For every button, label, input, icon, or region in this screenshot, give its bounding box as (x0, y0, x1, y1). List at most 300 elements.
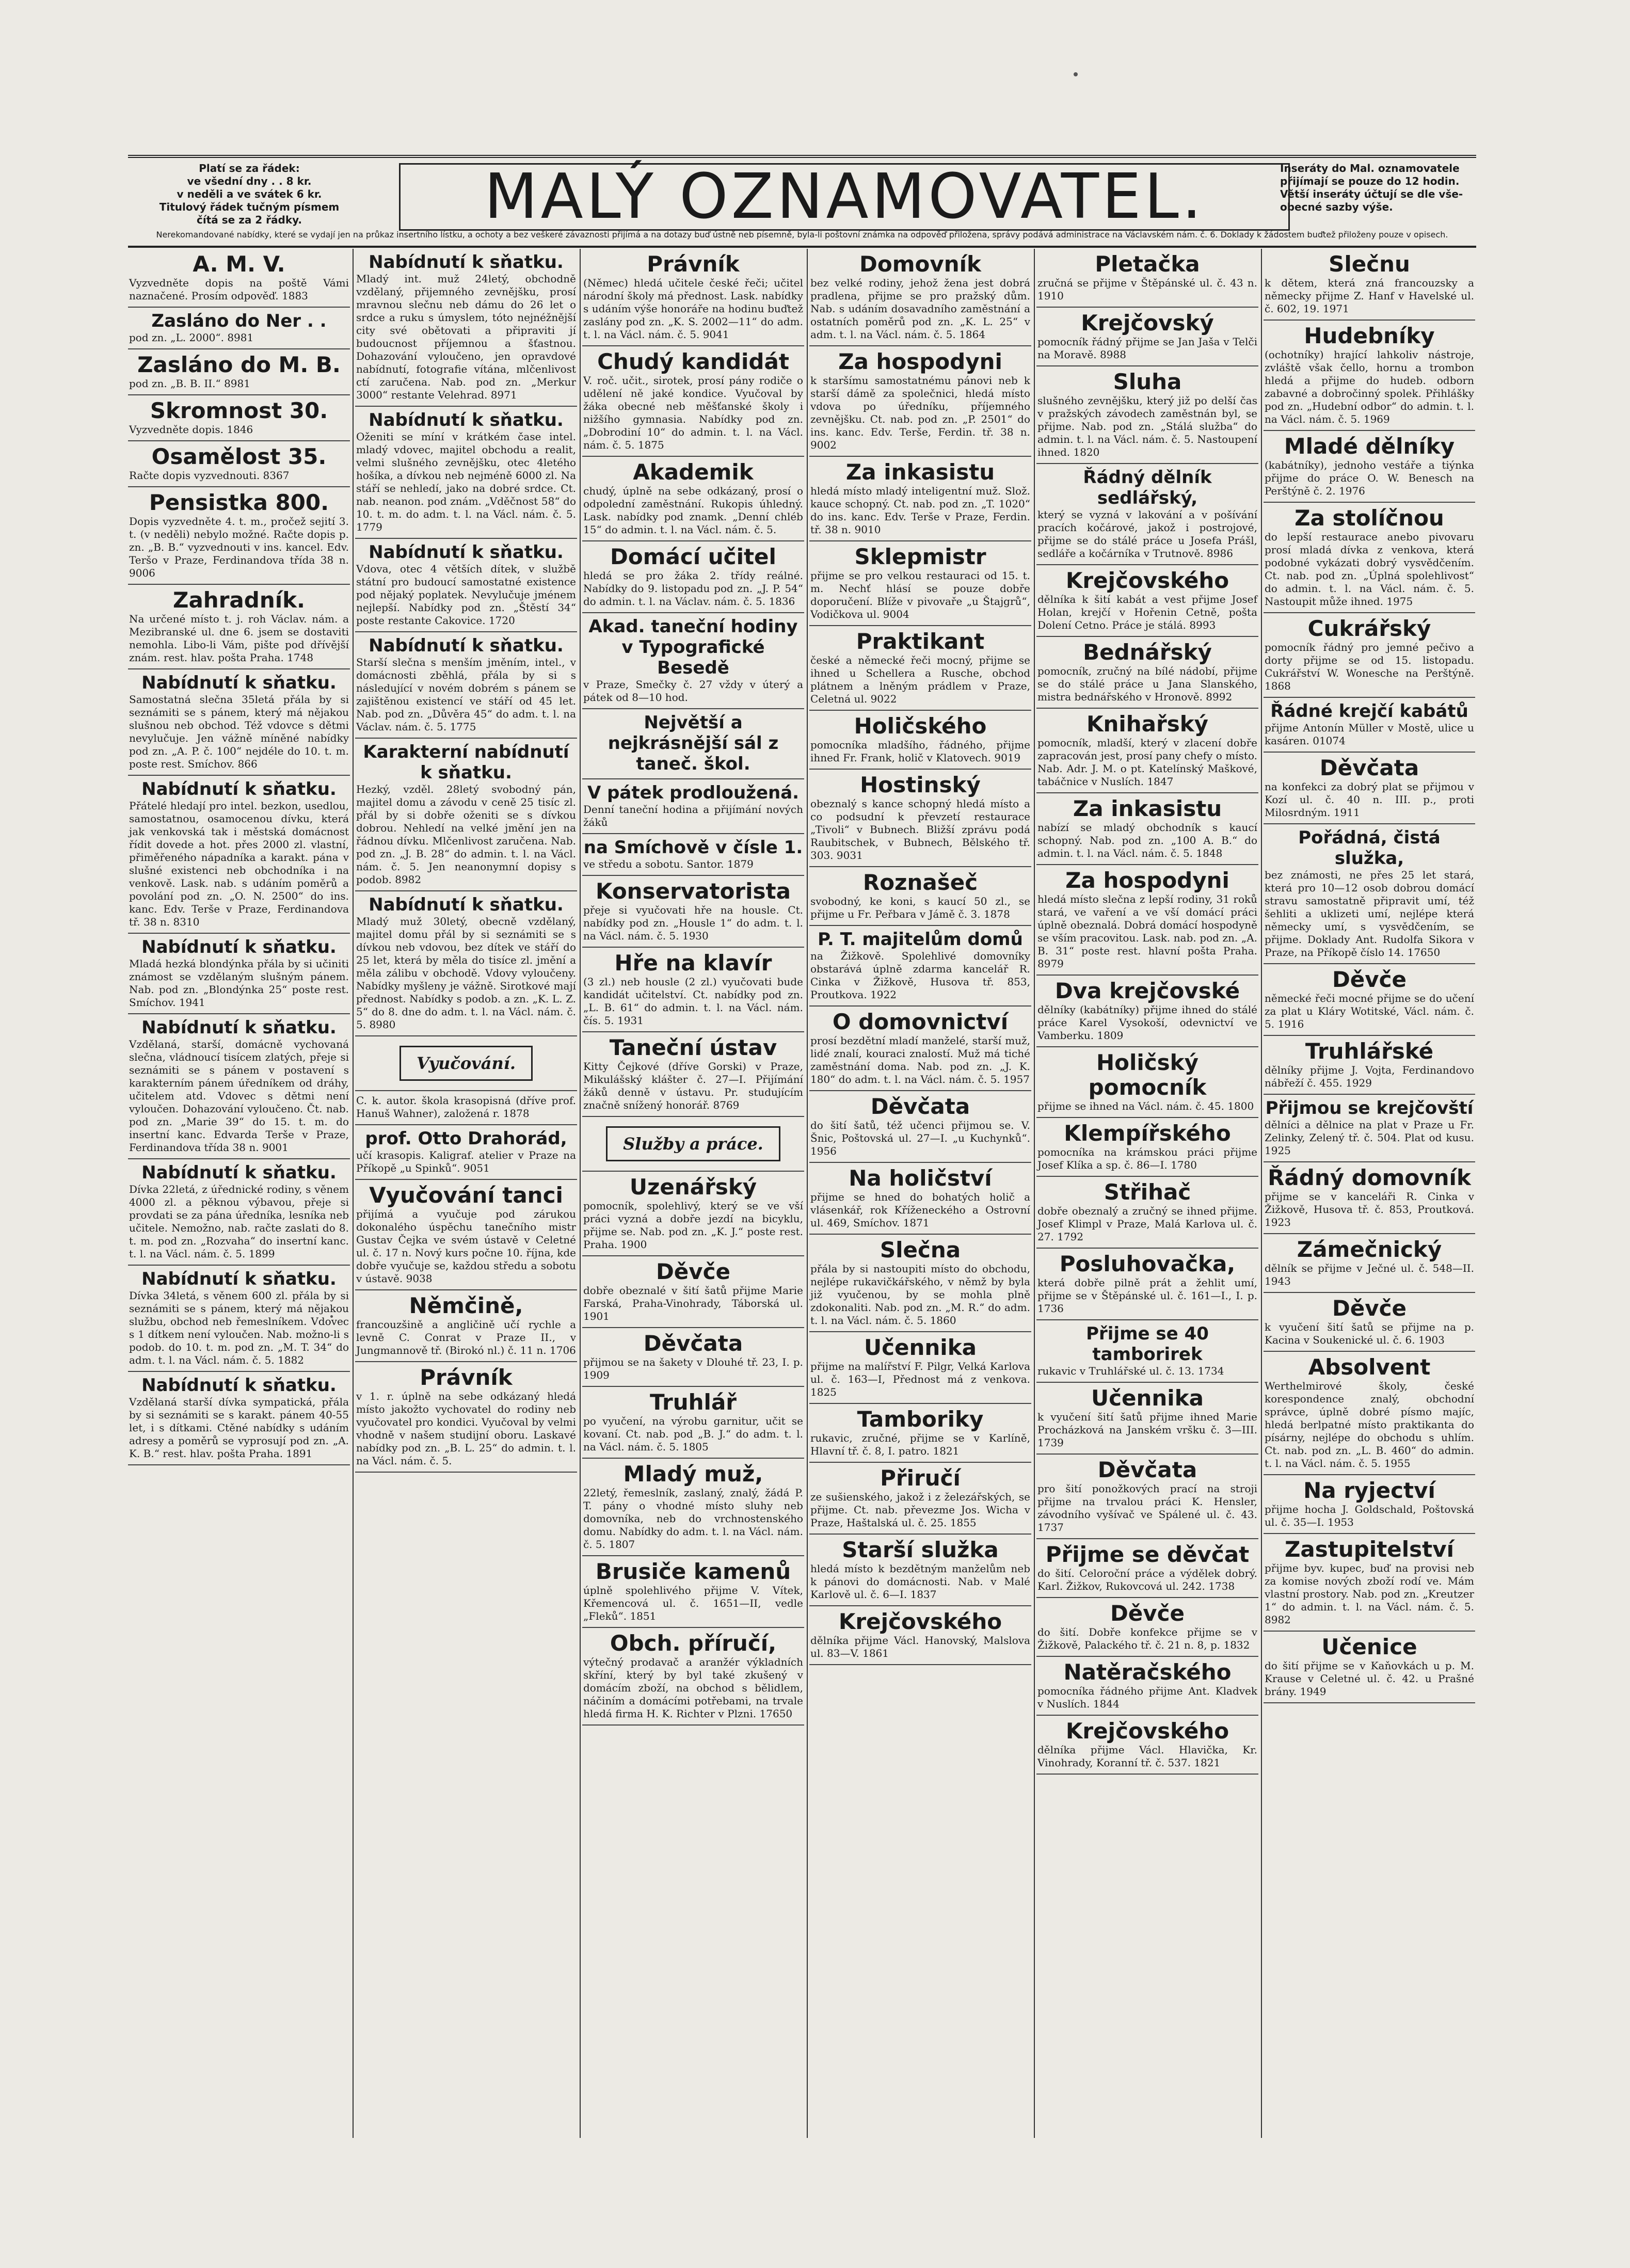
ad-text: obeznalý s kance schopný hledá místo a co podsudní k převzetí restaurace „Tivoli“ v Bubnech. Bližší zprávu podá Raubitschek, v Bubnech, Bělského tř. 303. 9031 (810, 797, 1030, 861)
ad-heading: Absolvent (1308, 1354, 1431, 1380)
ad-text: Vyzvedněte dopis. 1846 (129, 423, 253, 436)
classified-ad (355, 249, 577, 407)
classified-ad (1036, 1320, 1258, 1383)
ad-heading: Děvče (1332, 967, 1407, 992)
ad-text: pomocník, zručný na bílé nádobí, přijme se do stálé práce u Jana Slanského, mistra bednářského v Hronově. 8992 (1037, 665, 1257, 703)
ad-heading: Pensistka 800. (149, 490, 329, 515)
column-2 (355, 249, 577, 2138)
classified-ad (582, 1556, 804, 1628)
column-rule (1261, 249, 1262, 2138)
ad-heading: Zahradník. (173, 587, 305, 613)
classified-ad (809, 1091, 1031, 1163)
ad-heading: Praktikant (856, 629, 985, 654)
classified-ad (809, 1235, 1031, 1332)
ad-heading: Nabídnutí k sňatku. (141, 1269, 337, 1289)
ad-heading: Posluhovačka, (1059, 1251, 1236, 1276)
classified-ad (809, 1332, 1031, 1404)
ad-text: hledá se pro žáka 2. třídy reálné. Nabídky do 9. listopadu pod zn. „J. P. 54“ do admin. t. l. na Václav. nám. č. 5. 1836 (583, 569, 803, 608)
ad-text: V. roč. učit., sirotek, prosí pány rodiče o udělení ně jaké kondice. Vyučoval by žáka obecné neb měšťanské školy i nižšího gymnasia. Nabídky pod zn. „Dobrodiní 10“ do admin. t. l. na Václ. nám. č. 5. 1875 (583, 374, 803, 451)
ad-heading: Mladý muž, (623, 1461, 763, 1487)
ad-heading: Taneční ústav (609, 1035, 777, 1060)
ad-text: přála by si nastoupiti místo do obchodu, nejlépe rukavičkářského, v němž by byla již vyučenou, by se mohla plně zdokonaliti. Nab. pod zn. „M. R.“ do adm. t. l. na Václ. nám. č. 5. 1860 (810, 1263, 1030, 1327)
classified-ad (582, 249, 804, 346)
classified-ad (1264, 613, 1475, 698)
ad-text: pomocník, spolehlivý, který se ve vší práci vyzná a dobře jezdí na bicyklu, přijme se. Nab. pod zn. „K. J.“ poste rest. Praha. 1900 (583, 1200, 803, 1251)
classified-ad (1264, 824, 1475, 964)
ad-text: Vyzvedněte dopis na poště Vámi naznačené. Prosím odpověď. 1883 (129, 277, 349, 302)
ad-text: Denní taneční hodina a přijímání nových žáků (583, 803, 803, 828)
ad-text: ve středu a sobotu. Santor. 1879 (583, 858, 754, 870)
classified-ad (582, 1256, 804, 1328)
ad-heading: Nabídnutí k sňatku. (141, 779, 337, 800)
ad-heading: Tamboriky (857, 1407, 984, 1432)
classified-ad (809, 1606, 1031, 1665)
ad-heading: Bednářský (1083, 640, 1212, 665)
ad-heading: Hudebníky (1304, 323, 1435, 348)
ad-text: Vzdělaná starší dívka sympatická, přála by si seznámiti se s karakt. pánem 40-55 let, i s dítkami. Ctěné nabídky s udáním adresy a poměrů se vyprosují pod zn. „A. K. B.“ rest. hlav. pošta Praha. 1891 (129, 1396, 349, 1460)
ad-text: Mladý muž 30letý, obecně vzdělaný, majitel domu přál by si seznámiti se s dívkou neb vdovou, bez dítek ve stáří do 25 let, která by měla do tisíce zl. jmění a měla zálibu v obchodě. Vdovy vyloučeny. Nabídky myšleny je vážně. Sirotkové mají přednost. Nabídky s podob. a zn. „K. L. Z. 5“ do 8. dne do adm. t. l. na Václ. nám. č. 5. 8980 (356, 915, 576, 1031)
ad-heading: Hře na klavír (614, 950, 772, 976)
ad-text: který se vyzná v lakování a v pošívání pracích kočárové, jakož i postrojové, přijme se do stálé práce u Josefa Prášl, sedláře a kočárníka v Trutnově. 8986 (1037, 508, 1257, 560)
classified-ad (1036, 464, 1258, 565)
ad-heading: Uzenářský (629, 1174, 757, 1200)
ad-text: přijmou se na šakety v Dlouhé tř. 23, I. p. 1909 (583, 1356, 803, 1381)
ad-heading: A. M. V. (193, 251, 285, 277)
classified-ad (128, 1014, 350, 1159)
insertion-note-box: Inseráty do Mal. oznamovatele přijímají se pouze do 12 hodin. Větší inseráty účtují se dle vše- obecné sazby výše. (1280, 162, 1463, 213)
ad-text: slušného zevnějšku, který již po delší čas v pražských závodech zaměstnán byl, se přijme. Nab. pod zn. „Stálá služba“ do admin. t. l. na Václ. nám. č. 5. Nastoupení ihned. 1820 (1037, 394, 1257, 458)
classified-ad (1036, 1539, 1258, 1598)
classified-ad (809, 626, 1031, 711)
pricing-box: Platí se za řádek: ve všední dny . . 8 kr. v neděli a ve svátek 6 kr. Titulový řádek tučným písmem čítá se za 2 řádky. (159, 162, 340, 226)
classified-ad (1036, 793, 1258, 865)
classified-ad (128, 487, 350, 585)
ad-heading: Nabídnutí k sňatku. (141, 673, 337, 693)
classified-ad (1036, 1383, 1258, 1455)
ad-heading: Řádné krejčí kabátů (1270, 701, 1468, 722)
ad-heading: Klempířského (1064, 1121, 1231, 1146)
ad-heading: Dva krejčovské (1054, 978, 1240, 1003)
ad-text: Hezký, vzděl. 28letý svobodný pán, majitel domu a závodu v ceně 25 tisíc zl. přál by si dobře oženiti se s dívkou dobrou. Nehledí na velké jmění jen na řádnou dívku. Mlčenlivost zaručena. Nab. pod zn. „J. B. 28“ do admin. t. l. na Václ. nám. č. 5. Jen neanonymní dopisy s podob. 8982 (356, 783, 576, 886)
ad-heading: Holičského (854, 713, 987, 739)
classified-ad (809, 770, 1031, 867)
ad-text: dělníky přijme J. Vojta, Ferdinandovo nábřeží č. 455. 1929 (1265, 1064, 1474, 1089)
ad-text: chudý, úplně na sebe odkázaný, prosí o odpolední zaměstnání. Rukopis úhledný. Lask. nabídky pod znamk. „Denní chléb 15“ do admin. t. l. na Václ. nám. č. 5. (583, 485, 803, 536)
ad-heading: Nabídnutí k sňatku. (369, 895, 564, 915)
ad-text: po vyučení, na výrobu garnitur, učit se kovaní. Ct. nab. pod „B. J.“ do adm. t. l. na Václ. nám. č. 5. 1805 (583, 1415, 803, 1453)
classified-ad (355, 1180, 577, 1290)
ad-text: pomocníka mladšího, řádného, přijme ihned Fr. Frank, holič v Klatovech. 9019 (810, 739, 1030, 764)
ad-text: dělníka k šití kabát a vest přijme Josef Holan, krejčí v Hořenin Cetně, pošta Dolení Cetno. Práce je stálá. 8993 (1037, 593, 1257, 631)
classified-ad (582, 541, 804, 613)
column-3 (582, 249, 804, 2138)
classified-ad (582, 613, 804, 709)
ad-text: v Praze, Smečky č. 27 vždy v úterý a pátek od 8—10 hod. (583, 678, 803, 704)
ad-text: přeje si vyučovati hře na housle. Ct. nabídky pod zn. „Housle 1“ do adm. t. l. na Václ. nám. č. 5. 1930 (583, 904, 803, 942)
ad-heading: Za hospodyni (1065, 868, 1229, 893)
ad-heading: Nabídnutí k sňatku. (369, 410, 564, 430)
ad-heading: Děvče (1332, 1296, 1407, 1321)
ad-text: Samostatná slečna 35letá přála by si seznámiti se s pánem, který má nějakou slušnou neb obchod. Též vdovce s dětmi nevylučuje. Jen vážně míněné nabídky pod zn. „A. P. č. 100“ nejdéle do 10. t. m. poste rest. Smíchov. 866 (129, 693, 349, 770)
ad-text: do šití. Dobře konfekce přijme se v Žižkově, Palackého tř. č. 21 n. 8, p. 1832 (1037, 1626, 1257, 1651)
ad-heading: Děvče (656, 1259, 731, 1284)
ad-text: pomocníka na krámskou práci přijme Josef Klíka a sp. č. 86—I. 1780 (1037, 1146, 1257, 1171)
ad-text: ze sušienského, jakož i z železářských, se přijme. Ct. nab. převezme Jos. Wicha v Praze, Haštalská ul. č. 25. 1855 (810, 1491, 1030, 1529)
classified-ad (1264, 1234, 1475, 1293)
ad-heading: Truhlář (650, 1389, 737, 1415)
ad-text: přijme se ihned na Václ. nám. č. 45. 1800 (1037, 1100, 1254, 1112)
ad-heading: Za inkasistu (845, 459, 995, 485)
ad-text: pomocník řádný přijme se Jan Jaša v Telči na Moravě. 8988 (1037, 336, 1257, 361)
classified-ad (582, 779, 804, 834)
ad-heading: Domácí učitel (610, 544, 776, 569)
ad-heading: Na ryjectví (1303, 1478, 1435, 1503)
ad-heading: Krejčovského (1065, 568, 1229, 593)
ad-text: do lepší restaurace anebo pivovaru prosí mladá dívka z venkova, která podobné vykázati dobrý vysvědčením. Ct. nab. pod zn. „Úplná spolehlivost“ do admin. t. l. na Václ. nám. č. 5. Nastoupit může ihned. 1975 (1265, 531, 1474, 608)
ad-heading: Mladé dělníky (1284, 434, 1455, 459)
ad-text: pomocník, mladší, který v zlacení dobře zapracován jest, prosí pany chefy o místo. Nab. Adr. J. M. o pt. Katelínský Maškové, tabáčnice v Nuslích. 1847 (1037, 737, 1257, 788)
ad-heading: Knihařský (1086, 711, 1209, 737)
column-1 (128, 249, 350, 2138)
ad-heading: Přijmou se krejčovští (1265, 1098, 1474, 1119)
classified-ad (809, 926, 1031, 1007)
classified-ad (128, 776, 350, 934)
classified-ad (582, 1172, 804, 1256)
classified-ad (128, 308, 350, 349)
ad-heading: Děvčata (643, 1331, 743, 1356)
ad-text: na konfekci za dobrý plat se přijmou v Kozí ul. č. 40 n. III. p., proti Milosrdným. 1911 (1265, 780, 1474, 819)
classified-ad (809, 249, 1031, 346)
classified-ad (355, 891, 577, 1036)
ad-heading: Sklepmistr (854, 544, 986, 569)
ad-heading: Děvče (1110, 1601, 1185, 1626)
classified-ad (1264, 964, 1475, 1036)
ad-heading: Řádný domovník (1268, 1165, 1471, 1190)
ad-heading: Zastupitelství (1284, 1537, 1455, 1562)
classified-ad (582, 1032, 804, 1117)
ad-heading: Karakterní nabídnutí k sňatku. (363, 742, 569, 783)
ad-heading: Přijme se 40 tamborirek (1086, 1323, 1209, 1365)
ad-heading: Řádný dělník sedlářský, (1083, 467, 1212, 508)
classified-ad (1036, 976, 1258, 1047)
ad-heading: Krejčovského (838, 1609, 1002, 1634)
classified-ad (1036, 366, 1258, 464)
ad-text: Werthelmirové školy, české korespondence znalý, obchodní správce, úplně dobré písmo majíc, hledá berlpatné místo praktikanta do písárny, nejlépe do obchodu s uhlím. Ct. nab. pod zn. „L. B. 460“ do admin. t. l. na Václ. nám. č. 5. 1955 (1265, 1380, 1474, 1470)
classified-ad (355, 539, 577, 632)
ad-text: hledá místo slečna z lepší rodiny, 31 roků stará, ve vaření a ve vší domácí práci úplně obeznalá. Dobrá domácí hospodyně se vším pracovitou. Lask. nab. pod zn. „A. B. 31“ poste rest. hlavní pošta Praha. 8979 (1037, 893, 1257, 970)
ad-heading: Právník (420, 1365, 513, 1390)
classified-ad (1036, 1657, 1258, 1716)
ad-heading: Zámečnický (1297, 1237, 1442, 1262)
ad-text: dělníka přijme Václ. Hlavička, Kr. Vinohrady, Koranní tř. č. 537. 1821 (1037, 1744, 1257, 1769)
ad-heading: Vyučování tanci (369, 1183, 563, 1208)
ad-heading: Zasláno do Ner . . (151, 311, 327, 331)
ad-text: C. k. autor. škola krasopisná (dříve prof. Hanuš Wahner), založená r. 1878 (356, 1094, 576, 1120)
classified-ad (1036, 565, 1258, 637)
ad-text: úplně spolehlivého přijme V. Vítek, Křemencová ul. č. 1651—II, vedle „Fleků“. 1851 (583, 1584, 803, 1622)
terms-note: Nerekomandované nabídky, které se vydají jen na průkaz insertního lístku, a ochoty a bez veškeré závaznosti přijímá a na dotazy buď ústně neb písemně, byla-li poštovní známka na odpověď přiložena, správy podává administrace na Václavském nám. č. 6. Doklady k žádostem buďtež přiloženy pouze v opisech. (156, 230, 1448, 239)
column-5 (1036, 249, 1258, 2138)
classified-ad (128, 1372, 350, 1465)
ad-heading: Za hospodyni (838, 349, 1002, 374)
ad-heading: Učennika (1091, 1385, 1204, 1411)
classified-ad (128, 669, 350, 776)
ad-text: výtečný prodavač a aranžér výkladních skříní, který by byl také zkušený v domácím zboží, na obchod s bělidlem, náčiním a domácími potřebami, na trvale hledá firma H. K. Richter v Plzni. 17650 (583, 1656, 803, 1720)
ad-text: hledá místo k bezdětným manželům neb k pánovi do domácnosti. Nab. v Malé Karlově ul. č. 6—I. 1837 (810, 1562, 1030, 1601)
ad-text: učí krasopis. Kaligraf. atelier v Praze na Příkopě „u Spinků“. 9051 (356, 1149, 576, 1174)
ad-heading: Akademik (633, 459, 754, 485)
classified-ad (128, 395, 350, 441)
ad-text: pro šití ponožkových prací na stroji přijme na trvalou práci K. Hensler, závodního vyšívač ve Spálené ul. č. 43. 1737 (1037, 1482, 1257, 1534)
classified-ad (1036, 865, 1258, 976)
ad-text: přijme Antonín Müller v Mostě, ulice u kasáren. 01074 (1265, 722, 1474, 747)
ad-heading: Nabídnutí k sňatku. (141, 1162, 337, 1183)
ad-text: 22letý, řemeslník, zaslaný, znalý, žádá P. T. pány o vhodné místo sluhy neb domovníka, neb do vrchnostenského domu. Nabídky do adm. t. l. na Václ. nám. č. 5. 1807 (583, 1487, 803, 1551)
ad-text: nabízí se mladý obchodník s kaucí schopný. Nab. pod zn. „100 A. B.“ do admin. t. l. na Václ. nám. č. 5. 1848 (1037, 821, 1257, 859)
ad-text: Račte dopis vyzvednouti. 8367 (129, 469, 290, 482)
classified-ad (1036, 1047, 1258, 1118)
ad-heading: O domovnictví (832, 1009, 1009, 1034)
classified-ad (1264, 1475, 1475, 1534)
ad-heading: Osamělost 35. (151, 444, 327, 469)
classified-ad (355, 407, 577, 539)
ad-heading: Truhlářské (1305, 1039, 1434, 1064)
ad-heading: Krejčovský (1081, 310, 1214, 336)
ad-text: Vzdělaná, starší, domácně vychovaná slečna, vládnoucí tisícem zlatých, přeje si seznámiti se s pánem v postavení s karakterním pánem úředníkem od dráhy, učitelem atd. Vdovec s dětmi není vyloučen. Dohazování vyloučeno. Čt. nab. pod zn. „Marie 39“ do 15. t. m. do insertní kanc. Edvarda Terše v Praze, Ferdinandova třída 38 n. 9001 (129, 1038, 349, 1154)
ad-text: Mladý int. muž 24letý, obchodně vzdělaný, přijemného zevnějšku, prosí mravnou slečnu neb dámu do 26 let o srdce a ruku s úmyslem, tóto nejnéžnější city své obětovati a připraviti jí budoucnost příjemnou a šťastnou. Dohazování vyloučeno, jen opravdové nabídnutí, fotografie vítána, mlčenlivost ctí zaručena. Nab. pod zn. „Merkur 3000“ restante Velehrad. 8971 (356, 273, 576, 401)
classified-ad (1036, 249, 1258, 308)
ad-heading: Holičský pomocník (1088, 1050, 1207, 1100)
ad-text: Dopis vyzvedněte 4. t. m., pročež sejití 3. t. (v neděli) nebylo možné. Račte dopis p. zn. „B. B.“ vyzvednouti v ins. kancel. Edv. Teršo v Praze, Ferdinandova třída 38 n. 9006 (129, 515, 349, 579)
classified-ad (809, 1404, 1031, 1463)
ad-text: Starší slečna s menším jměním, intel., v domácnosti zběhlá, přála by si s následující v novém dobrém s pánem se zajištěnou existencí ve stáří od 45 let. Nab. pod zn. „Důvěra 45“ do adm. t. l. na Václav. nám. č. 5. 1775 (356, 656, 576, 733)
ad-text: přijímá a vyučuje pod zárukou dokonalého úspěchu tanečního mistr Gustav Čejka ve svém ústavě v Celetné ul. č. 17 n. Nový kurs počne 10. října, kde dobře vyučuje se, každou středu a sobotu v ústavě. 9038 (356, 1208, 576, 1285)
ad-heading: na Smíchově v čísle 1. (583, 837, 803, 858)
classified-ad (1036, 709, 1258, 793)
ad-text: pomocník řádný pro jemné pečivo a dorty přijme se od 15. listopadu. Cukrářství W. Wonesche na Perštýně. 1868 (1265, 641, 1474, 692)
ad-text: k vyučení šití šatů přijme ihned Marie Procházková na Janském vršku č. 3—III. 1739 (1037, 1411, 1257, 1449)
classified-ad (1264, 249, 1475, 321)
ad-heading: Starší služka (842, 1537, 999, 1562)
ad-text: přijme hocha J. Goldschald, Poštovská ul. č. 35—I. 1953 (1265, 1503, 1474, 1528)
ad-text: zručná se přijme v Štěpánské ul. č. 43 n. 1910 (1037, 277, 1257, 302)
masthead-title: MALÝ OZNAMOVATEL. (399, 163, 1290, 231)
ad-text: k staršímu samostatnému pánovi neb k starší dámě za společnici, hledá místo vdova po úředníku, příjemného zevnějšku. Ct. nab. pod zn. „P. 2501“ do ins. kanc. Edv. Terše, Ferdin. tř. 38 n. 9002 (810, 374, 1030, 451)
classified-ad (128, 585, 350, 669)
classified-ad (809, 1163, 1031, 1235)
section-banner (355, 1036, 577, 1091)
ad-text: k vyučení šití šatů se přijme na p. Kacina v Soukenické ul. č. 6. 1903 (1265, 1321, 1474, 1346)
ad-text: rukavic v Truhlářské ul. č. 13. 1734 (1037, 1365, 1224, 1377)
ad-text: (ochotníky) hrající lahkoliv nástroje, zvláště však čello, hornu a trombon hledá a přijme do hudeb. odborn zabavné a dobročinný spolek. Přihlášky pod zn. „Hudební odbor“ do admin. t. l. na Václ. nám. č. 5. 1969 (1265, 348, 1474, 425)
ad-text: (3 zl.) neb housle (2 zl.) vyučovati bude kandidát učitelství. Ct. nabídky pod zn. „L. B. 61“ do admin. t. l. na Václ. nám. čís. 5. 1931 (583, 976, 803, 1027)
classified-ad (128, 1159, 350, 1266)
classified-ad (582, 457, 804, 541)
ad-text: Vdova, otec 4 větších dítek, v službě státní pro budoucí samostatné existence pod nějaký poplatek. Nevylučuje jménem nejlepší. Nabídky pod zn. „Štěstí 34“ poste restante Cakovice. 1720 (356, 563, 576, 627)
classified-ad (809, 457, 1031, 541)
ad-text: české a německé řeči mocný, přijme se ihned u Schellera a Rusche, obchod plátnem a lněným prádlem v Praze, Celetná ul. 9022 (810, 654, 1030, 705)
ad-text: dělníky (kabátníky) přijme ihned do stálé práce Karel Vysokoší, odevnictví ve Vamberku. 1809 (1037, 1003, 1257, 1042)
ad-heading: Učennika (864, 1335, 977, 1360)
column-rule (353, 249, 354, 2138)
ad-heading: Roznašeč (862, 870, 978, 895)
ad-text: Přátelé hledají pro intel. bezkon, usedlou, samostatnou, osamocenou dívku, která jak venkovská tak i městská domácnost řídit dovede a hot. přes 2000 zl. vlastní, přiměřeného nápadníka a karakt. pána v slušné existenci neb obchodníka i na venkově. Lask. nab. s udáním poměrů a povolání pod zn. „O. N. 2500“ do ins. kanc. Edv. Terše v Praze, Ferdinandova tř. 38 n. 8310 (129, 800, 349, 928)
classified-ad (128, 934, 350, 1014)
ad-text: Oženiti se míní v krátkém čase intel. mladý vdovec, majitel obchodu a realit, velmi slušného zevnějšku, otec 4letého hošíka, a dívkou neb nejméně 6000 zl. Na stáří se nehledí, jako na dobré srdce. Ct. nab. neanon. pod znám. „Vděčnost 58“ do 10. t. m. do adm. t. l. na Václ. nám. č. 5. 1779 (356, 430, 576, 533)
ad-heading: prof. Otto Drahorád, (365, 1128, 567, 1149)
ad-heading: Pletačka (1095, 251, 1200, 277)
ad-text: dělníci a dělnice na plat v Praze u Fr. Zelinky, Zelený tř. č. 504. Plat od kusu. 1925 (1265, 1119, 1474, 1157)
ad-heading: Cukrářský (1307, 616, 1431, 641)
ad-heading: Němčině, (409, 1293, 523, 1318)
classified-ad (128, 441, 350, 487)
ad-heading: Chudý kandidát (597, 349, 789, 374)
ad-text: která dobře pilně prát a žehlit umí, přijme se v Štěpánské ul. č. 161—I., I. p. 1736 (1037, 1276, 1257, 1315)
classified-ad (1264, 1095, 1475, 1162)
classified-ad (1036, 1716, 1258, 1775)
ad-heading: V pátek prodloužená. (587, 782, 800, 803)
classified-ad (1264, 1293, 1475, 1352)
ad-heading: Brusiče kamenů (595, 1559, 791, 1584)
ad-text: svobodný, ke koni, s kaucí 50 zl., se přijme u Fr. Peřbara v Jámě č. 3. 1878 (810, 895, 1030, 920)
column-6 (1264, 249, 1475, 2138)
ad-heading: Slečnu (1329, 251, 1410, 277)
ad-text: pod zn. „B. B. II.“ 8981 (129, 377, 250, 390)
ad-heading: Nabídnutí k sňatku. (141, 937, 337, 957)
ad-heading: Skromnost 30. (150, 398, 328, 423)
classified-ad (1264, 503, 1475, 613)
ad-heading: Nabídnutí k sňatku. (141, 1017, 337, 1038)
classified-ad (582, 834, 804, 876)
classified-ad (582, 876, 804, 948)
ad-text: německé řeči mocné přijme se do učení za plat u Kláry Wotitské, Václ. nám. č. 5. 1916 (1265, 992, 1474, 1030)
classified-ad (809, 1535, 1031, 1606)
ad-text: dělník se přijme v Ječné ul. č. 548—II. 1943 (1265, 1262, 1474, 1287)
classified-ad (1264, 1162, 1475, 1234)
ad-heading: Krejčovského (1065, 1718, 1229, 1744)
classified-ad (1264, 431, 1475, 503)
classified-ad (582, 1628, 804, 1726)
ad-heading: Střihač (1104, 1179, 1191, 1205)
classified-ad (128, 1266, 350, 1372)
classified-ad (1264, 753, 1475, 824)
classified-ad (1264, 1036, 1475, 1095)
ad-heading: Na holičství (849, 1165, 992, 1191)
ad-text: Dívka 34letá, s věnem 600 zl. přála by si seznámiti se s pánem, který má nějakou službu, obchod neb řemeslníkem. Vdovec s 1 dítkem není vyloučen. Nab. možno-li s podob. do 10. t. m. pod zn. „M. T. 34“ do adm. t. l. na Václ. nám. č. 5. 1882 (129, 1289, 349, 1366)
ad-heading: Nabídnutí k sňatku. (369, 635, 564, 656)
classified-ad (1036, 1118, 1258, 1177)
ad-text: přijme se v kanceláři R. Cinka v Žižkově, Husova tř. č. 853, Proutková. 1923 (1265, 1190, 1474, 1228)
ad-text: Na určené místo t. j. roh Václav. nám. a Mezibranské ul. dne 6. jsem se dostaviti nemohla. Libo-li Vám, pište pod dřívější znám. rest. hlav. pošta Praha. 1748 (129, 613, 349, 664)
ad-text: francouzšině a angličině učí rychle a levně C. Conrat v Praze II., v Jungmannově tř. (Birokó nl.) č. 11 n. 1706 (356, 1318, 576, 1356)
ad-heading: Nabídnutí k sňatku. (369, 542, 564, 563)
classified-ad (809, 541, 1031, 626)
classified-ad (809, 1007, 1031, 1091)
ad-heading: Obch. příručí, (610, 1631, 777, 1656)
classified-ad (582, 948, 804, 1032)
column-rule (580, 249, 581, 2138)
classified-ad (1036, 637, 1258, 709)
classified-ad (1264, 1352, 1475, 1475)
ad-heading: Za inkasistu (1073, 796, 1222, 821)
ad-text: (kabátníky), jednoho vestáře a tiýnka přijme do práce O. W. Benesch na Perštýně č. 2. 1976 (1265, 459, 1474, 497)
classified-ad (1036, 308, 1258, 366)
ad-text: dobře obeznalé v šití šatů přijme Marie Farská, Praha-Vinohrady, Táborská ul. 1901 (583, 1284, 803, 1322)
section-heading: Vyučování. (399, 1046, 533, 1081)
ad-text: prosí bezdětní mladí manželé, starší muž, lidé znalí, kouraci znalostí. Muž má tiché zaměstnání doma. Nab. pod zn. „J. K. 180“ do adm. t. l. na Václ. nám. č. 5. 1957 (810, 1034, 1030, 1085)
print-speck (1074, 72, 1078, 76)
ad-text: do šití přijme se v Kaňovkách u p. M. Krause v Celetné ul. č. 42. u Prašné brány. 1949 (1265, 1659, 1474, 1698)
classified-ad (1264, 1632, 1475, 1703)
ad-heading: Přiručí (880, 1465, 961, 1491)
ad-heading: Sluha (1113, 369, 1182, 394)
classified-ad (355, 739, 577, 891)
ad-heading: Za stolíčnou (1295, 505, 1444, 531)
ad-heading: Učenice (1321, 1634, 1417, 1659)
ad-text: na Žižkově. Spolehlivé domovníky obstarává úplně zdarma kancelář R. Cinka v Žižkově, Husova tř. 853, Proutkova. 1922 (810, 950, 1030, 1001)
classified-ad (355, 1362, 577, 1473)
ad-text: do šití. Celoroční práce a výdělek dobrý. Karl. Žižkov, Rukovcová ul. 242. 1738 (1037, 1567, 1257, 1592)
column-4 (809, 249, 1031, 2138)
ad-text: přijme byv. kupec, buď na provisi neb za komise nových zboží rodí ve. Mám vlastní prostory. Nab. pod zn. „Kreutzer 1“ do admin. t. l. na Václ. nám. č. 5. 8982 (1265, 1562, 1474, 1626)
classified-ad (582, 1328, 804, 1387)
ad-heading: Natěračského (1063, 1659, 1232, 1685)
ad-text: bez známosti, ne přes 25 let stará, která pro 10—12 osob dobrou domácí stravu samostatně připravit umí, též šehliti a uklizeti umí, nejlépe která německy umí, s vysvědčením, se přijme. Doklady Ant. Rudolfa Sikora v Praze, na Příkopě číslo 14. 17650 (1265, 869, 1474, 959)
classified-ad (355, 632, 577, 739)
ad-heading: Akad. taneční hodiny v Typografické Besedě (588, 616, 798, 678)
classified-ad (1036, 1177, 1258, 1249)
ad-text: (Němec) hledá učitele české řeči; učitel národní školy má přednost. Lask. nabídky s udáním výše honoráře na hodinu buďtež zaslány pod zn. „K. S. 2002—11“ do adm. t. l. na Václ. nám. č. 5. 9041 (583, 277, 803, 341)
ad-text: Mladá hezká blondýnka přála by si učiniti známost se vzdělaným slušným pánem. Nab. pod zn. „Blondýnka 25“ poste rest. Smíchov. 1941 (129, 957, 349, 1009)
classified-ad (355, 1125, 577, 1180)
section-heading: Služby a práce. (606, 1126, 780, 1161)
ad-text: v 1. r. úplně na sebe odkázaný hledá místo jakožto vychovatel do rodiny neb vyučovatel pro kondici. Vyučoval by velmi vhodně v našem studijní oboru. Laskavé nabídky pod zn. „B. L. 25“ do admin. t. l. na Václ. nám. č. 5. (356, 1390, 576, 1467)
ad-heading: Domovník (859, 251, 981, 277)
ad-text: dělníka přijme Václ. Hanovský, Malslova ul. 83—V. 1861 (810, 1634, 1030, 1659)
column-rule (807, 249, 808, 2138)
ad-heading: Největší a nejkrásnější sál z taneč. škol. (608, 712, 779, 774)
ad-heading: Hostinský (860, 772, 981, 797)
ad-text: pomocníka řádného přijme Ant. Kladvek v Nuslích. 1844 (1037, 1685, 1257, 1710)
section-banner (582, 1117, 804, 1172)
classified-ad (1264, 321, 1475, 431)
classified-ad (355, 1290, 577, 1362)
masthead (128, 155, 1476, 248)
classified-ad (128, 349, 350, 395)
ad-text: přijme na malířství F. Pilgr, Velká Karlova ul. č. 163—I, Přednost má z venkova. 1825 (810, 1360, 1030, 1398)
classified-ad (1036, 1598, 1258, 1657)
classified-ad (809, 867, 1031, 926)
ad-heading: Právník (647, 251, 740, 277)
ad-text: pod zn. „L. 2000“. 8981 (129, 331, 254, 344)
ad-heading: Nabídnutí k sňatku. (369, 252, 564, 273)
ad-text: přijme se pro velkou restauraci od 15. t. m. Nechť hlásí se pouze dobře doporučení. Blíže v pivovaře „u Štajgrů“, Vodičkova ul. 9004 (810, 569, 1030, 620)
classified-ad (582, 346, 804, 457)
ad-text: do šití šatů, též učenci přijmou se. V. Šnic, Poštovská ul. 27—I. „u Kuchynků“. 1956 (810, 1119, 1030, 1157)
classified-ad (582, 1459, 804, 1556)
ad-text: k dětem, která zná francouzsky a německy přijme Z. Hanf v Havelské ul. č. 602, 19. 1971 (1265, 277, 1474, 315)
ad-heading: Konservatorista (596, 879, 791, 904)
classified-ad (355, 1091, 577, 1125)
classified-ad (1036, 1249, 1258, 1320)
ad-text: rukavic, zručné, přijme se v Karlíně, Hlavní tř. č. 8, I. patro. 1821 (810, 1432, 1030, 1457)
column-rule (1034, 249, 1035, 2138)
classified-ad (128, 249, 350, 308)
ad-heading: Nabídnutí k sňatku. (141, 1375, 337, 1396)
ad-heading: Děvčata (1319, 755, 1419, 780)
ad-heading: Pořádná, čistá služka, (1298, 827, 1441, 869)
ad-text: bez velké rodiny, jehož žena jest dobrá pradlena, přijme se pro pražský dům. Nab. s udáním dosavadního zaměstnání a ostatních poměrů pod zn. „K. L. 25“ v adm. t. l. na Václ. nám. č. 5. 1864 (810, 277, 1030, 341)
